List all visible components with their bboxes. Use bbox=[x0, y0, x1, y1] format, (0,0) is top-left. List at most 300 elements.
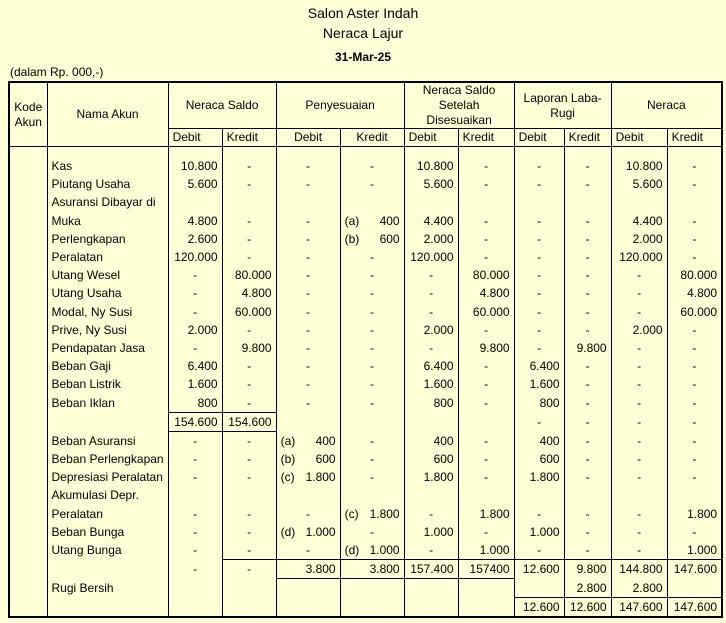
col-laba-rugi: Laporan Laba-Rugi bbox=[514, 82, 611, 129]
adjustment-ref: (b) bbox=[344, 231, 360, 246]
laba-rugi-kredit: - bbox=[564, 541, 611, 560]
nss-kredit: - bbox=[458, 175, 514, 193]
neraca-saldo-kredit bbox=[222, 579, 276, 598]
neraca-kredit: - bbox=[692, 231, 697, 246]
adjustment-ref: - bbox=[370, 286, 375, 301]
adjustment-ref: - bbox=[370, 524, 375, 539]
neraca-debit: - bbox=[611, 357, 667, 375]
adjustment-ref: (a) bbox=[280, 433, 296, 448]
penyesuaian-debit bbox=[276, 375, 340, 393]
penyesuaian-kredit bbox=[340, 193, 404, 211]
neraca-saldo-debit: - bbox=[168, 523, 222, 541]
debit-header: Debit bbox=[404, 129, 458, 147]
laba-rugi-debit: 800 bbox=[514, 393, 564, 412]
nss-debit: - bbox=[404, 339, 458, 357]
penyesuaian-debit bbox=[276, 505, 340, 523]
neraca-saldo-kredit bbox=[222, 598, 276, 618]
kode-akun-cell bbox=[9, 212, 47, 230]
laba-rugi-debit: - bbox=[514, 321, 564, 339]
penyesuaian-debit bbox=[276, 486, 340, 504]
penyesuaian-kredit bbox=[340, 266, 404, 284]
adjustment-ref: - bbox=[370, 304, 375, 319]
neraca-kredit: - bbox=[692, 250, 697, 265]
laba-rugi-kredit: - bbox=[564, 212, 611, 230]
kode-akun-cell bbox=[9, 412, 47, 431]
penyesuaian-kredit bbox=[340, 393, 404, 412]
laba-rugi-kredit: - bbox=[564, 357, 611, 375]
neraca-kredit: - bbox=[692, 377, 697, 392]
kode-akun-cell bbox=[9, 303, 47, 321]
laba-rugi-debit: 12.600 bbox=[514, 560, 564, 579]
adjustment-ref: - bbox=[306, 213, 311, 228]
debit-header: Debit bbox=[514, 129, 564, 147]
neraca-saldo-kredit bbox=[222, 486, 276, 504]
col-penyesuaian: Penyesuaian bbox=[276, 82, 404, 129]
kode-akun-cell bbox=[9, 579, 47, 598]
account-name: Modal, Ny Susi bbox=[47, 303, 168, 321]
neraca-kredit: 80.000 bbox=[680, 268, 718, 283]
account-name: Depresiasi Peralatan bbox=[47, 468, 168, 486]
account-name: Kas bbox=[47, 157, 168, 175]
penyesuaian-kredit bbox=[340, 157, 404, 175]
adjustment-amount: 600 bbox=[379, 231, 400, 246]
table-row bbox=[9, 486, 722, 504]
kode-akun-cell bbox=[9, 523, 47, 541]
nss-kredit: - bbox=[458, 357, 514, 375]
neraca-saldo-kredit: - bbox=[222, 175, 276, 193]
neraca-saldo-kredit: - bbox=[222, 505, 276, 523]
laba-rugi-kredit: - bbox=[564, 266, 611, 284]
laba-rugi-kredit: - bbox=[564, 157, 611, 175]
neraca-saldo-debit: 800 bbox=[168, 393, 222, 412]
neraca-saldo-debit: - bbox=[168, 560, 222, 579]
laba-rugi-debit: - bbox=[514, 412, 564, 431]
laba-rugi-kredit: 9.800 bbox=[564, 560, 611, 579]
laba-rugi-kredit: - bbox=[564, 284, 611, 302]
account-name: Piutang Usaha bbox=[47, 175, 168, 193]
nss-debit: 1.600 bbox=[404, 375, 458, 393]
adjustment-ref: - bbox=[370, 377, 375, 392]
adjustment-ref: - bbox=[306, 268, 311, 283]
nss-kredit: 80.000 bbox=[458, 266, 514, 284]
table-row bbox=[9, 393, 722, 412]
penyesuaian-kredit bbox=[340, 303, 404, 321]
kode-akun-cell bbox=[9, 431, 47, 450]
nss-debit: - bbox=[404, 284, 458, 302]
debit-header: Debit bbox=[168, 129, 222, 147]
neraca-saldo-kredit: 154.600 bbox=[222, 412, 276, 431]
neraca-saldo-debit: - bbox=[168, 339, 222, 357]
table-row bbox=[9, 375, 722, 393]
neraca-saldo-kredit: 80.000 bbox=[222, 266, 276, 284]
laba-rugi-kredit: 2.800 bbox=[564, 579, 611, 598]
account-name: Utang Bunga bbox=[47, 541, 168, 560]
penyesuaian-debit bbox=[276, 357, 340, 375]
neraca-saldo-kredit: - bbox=[222, 468, 276, 486]
neraca-debit bbox=[611, 193, 667, 211]
neraca-kredit: - bbox=[692, 452, 697, 467]
penyesuaian-kredit bbox=[340, 230, 404, 248]
nss-debit: 157.400 bbox=[404, 560, 458, 579]
account-name: Beban Listrik bbox=[47, 375, 168, 393]
neraca-saldo-debit: - bbox=[168, 450, 222, 468]
neraca-kredit: - bbox=[692, 340, 697, 355]
laba-rugi-kredit: - bbox=[564, 468, 611, 486]
penyesuaian-debit bbox=[276, 579, 340, 598]
neraca-saldo-kredit: - bbox=[222, 357, 276, 375]
table-row bbox=[9, 541, 722, 560]
penyesuaian-debit bbox=[276, 303, 340, 321]
neraca-debit bbox=[611, 486, 667, 504]
penyesuaian-kredit bbox=[340, 450, 404, 468]
neraca-debit: 147.600 bbox=[611, 598, 667, 618]
neraca-debit: - bbox=[611, 541, 667, 560]
penyesuaian-debit bbox=[276, 175, 340, 193]
neraca-saldo-kredit: - bbox=[222, 248, 276, 266]
adjustment-ref: - bbox=[370, 159, 375, 174]
nss-kredit: 1.000 bbox=[458, 541, 514, 560]
laba-rugi-debit: 6.400 bbox=[514, 357, 564, 375]
kode-akun-cell bbox=[9, 393, 47, 412]
neraca-debit: - bbox=[611, 266, 667, 284]
neraca-kredit: 1.000 bbox=[687, 543, 718, 558]
laba-rugi-kredit bbox=[564, 486, 611, 504]
penyesuaian-kredit bbox=[340, 321, 404, 339]
account-name: Perlengkapan bbox=[47, 230, 168, 248]
kode-akun-cell bbox=[9, 248, 47, 266]
neraca-debit: 10.800 bbox=[611, 157, 667, 175]
neraca-debit: - bbox=[611, 468, 667, 486]
adjustment-ref: - bbox=[306, 231, 311, 246]
nss-debit bbox=[404, 579, 458, 598]
laba-rugi-debit bbox=[514, 193, 564, 211]
laba-rugi-debit: 1.800 bbox=[514, 468, 564, 486]
penyesuaian-debit bbox=[276, 321, 340, 339]
kode-akun-cell bbox=[9, 486, 47, 504]
account-name bbox=[47, 412, 168, 431]
neraca-debit: - bbox=[611, 375, 667, 393]
neraca-kredit: 1.800 bbox=[687, 506, 718, 521]
neraca-saldo-debit: 154.600 bbox=[168, 412, 222, 431]
nss-debit: 1.800 bbox=[404, 468, 458, 486]
neraca-debit: - bbox=[611, 450, 667, 468]
kode-akun-cell bbox=[9, 560, 47, 579]
neraca-kredit: - bbox=[692, 177, 697, 192]
neraca-kredit: - bbox=[692, 524, 697, 539]
col-neraca-saldo-disesuaikan: Neraca Saldo Setelah Disesuaikan bbox=[404, 82, 514, 129]
nss-debit: 800 bbox=[404, 393, 458, 412]
penyesuaian-debit bbox=[276, 560, 340, 579]
nss-debit bbox=[404, 412, 458, 431]
nss-kredit: 4.800 bbox=[458, 284, 514, 302]
penyesuaian-kredit bbox=[340, 284, 404, 302]
account-name: Utang Usaha bbox=[47, 284, 168, 302]
neraca-saldo-debit: 2.600 bbox=[168, 230, 222, 248]
neraca-saldo-debit: 2.000 bbox=[168, 321, 222, 339]
penyesuaian-kredit bbox=[340, 431, 404, 450]
adjustment-ref: - bbox=[306, 322, 311, 337]
spacer-row bbox=[9, 147, 722, 158]
report-date: 31-Mar-25 bbox=[334, 50, 392, 64]
kode-akun-cell bbox=[9, 266, 47, 284]
adjustment-amount: 1.000 bbox=[369, 543, 400, 558]
neraca-debit: - bbox=[611, 523, 667, 541]
penyesuaian-kredit bbox=[340, 523, 404, 541]
laba-rugi-debit: - bbox=[514, 175, 564, 193]
kode-akun-cell bbox=[9, 193, 47, 211]
laba-rugi-debit: - bbox=[514, 541, 564, 560]
penyesuaian-kredit bbox=[340, 375, 404, 393]
col-nama-akun: Nama Akun bbox=[47, 82, 168, 147]
neraca-debit: 2.000 bbox=[611, 230, 667, 248]
account-name: Rugi Bersih bbox=[47, 579, 168, 598]
laba-rugi-kredit: - bbox=[564, 505, 611, 523]
adjustment-ref: - bbox=[306, 377, 311, 392]
neraca-saldo-debit: 4.800 bbox=[168, 212, 222, 230]
adjustment-ref: - bbox=[370, 250, 375, 265]
kode-akun-cell bbox=[9, 175, 47, 193]
neraca-kredit bbox=[667, 579, 722, 598]
neraca-saldo-debit: - bbox=[168, 541, 222, 560]
neraca-debit: 2.000 bbox=[611, 321, 667, 339]
laba-rugi-kredit: - bbox=[564, 230, 611, 248]
company-name: Salon Aster Indah bbox=[307, 5, 419, 21]
neraca-saldo-kredit: - bbox=[222, 431, 276, 450]
neraca-saldo-debit bbox=[168, 193, 222, 211]
penyesuaian-kredit bbox=[340, 175, 404, 193]
table-row bbox=[9, 321, 722, 339]
neraca-saldo-debit: 6.400 bbox=[168, 357, 222, 375]
table-row bbox=[9, 303, 722, 321]
adjustment-ref: - bbox=[306, 395, 311, 410]
laba-rugi-kredit: - bbox=[564, 431, 611, 450]
nss-kredit: - bbox=[458, 212, 514, 230]
penyesuaian-debit bbox=[276, 598, 340, 618]
neraca-saldo-debit bbox=[168, 579, 222, 598]
neraca-saldo-kredit: - bbox=[222, 321, 276, 339]
neraca-saldo-debit: - bbox=[168, 284, 222, 302]
account-name: Beban Iklan bbox=[47, 393, 168, 412]
nss-debit bbox=[404, 486, 458, 504]
neraca-kredit: 4.800 bbox=[687, 286, 718, 301]
adjustment-amount: 400 bbox=[315, 433, 336, 448]
penyesuaian-kredit bbox=[340, 248, 404, 266]
laba-rugi-kredit bbox=[564, 193, 611, 211]
laba-rugi-kredit: 9.800 bbox=[564, 339, 611, 357]
laba-rugi-debit: - bbox=[514, 505, 564, 523]
nss-debit: 400 bbox=[404, 431, 458, 450]
penyesuaian-debit bbox=[276, 284, 340, 302]
penyesuaian-debit bbox=[276, 431, 340, 450]
neraca-debit: - bbox=[611, 431, 667, 450]
adjustment-ref: (c) bbox=[280, 470, 295, 485]
kredit-header: Kredit bbox=[667, 129, 722, 147]
neraca-saldo-debit: - bbox=[168, 431, 222, 450]
nss-kredit: - bbox=[458, 431, 514, 450]
neraca-saldo-debit: 1.600 bbox=[168, 375, 222, 393]
neraca-saldo-kredit: - bbox=[222, 157, 276, 175]
nss-debit bbox=[404, 193, 458, 211]
penyesuaian-kredit bbox=[340, 579, 404, 598]
report-title: Neraca Lajur bbox=[322, 25, 404, 41]
nss-kredit: - bbox=[458, 468, 514, 486]
col-kode-akun: Kode Akun bbox=[9, 82, 47, 147]
adjustment-ref: - bbox=[306, 159, 311, 174]
laba-rugi-kredit: - bbox=[564, 375, 611, 393]
penyesuaian-kredit bbox=[340, 468, 404, 486]
neraca-kredit: 147.600 bbox=[667, 560, 722, 579]
penyesuaian-kredit bbox=[340, 505, 404, 523]
laba-rugi-debit: - bbox=[514, 339, 564, 357]
penyesuaian-kredit bbox=[340, 486, 404, 504]
laba-rugi-kredit: - bbox=[564, 175, 611, 193]
table-row bbox=[9, 450, 722, 468]
account-name: Utang Wesel bbox=[47, 266, 168, 284]
adjustment-ref: - bbox=[306, 304, 311, 319]
nss-debit: 5.600 bbox=[404, 175, 458, 193]
penyesuaian-kredit bbox=[340, 541, 404, 560]
laba-rugi-kredit: - bbox=[564, 321, 611, 339]
nss-kredit: 157400 bbox=[458, 560, 514, 579]
neraca-debit: - bbox=[611, 393, 667, 412]
adjustment-ref: - bbox=[370, 470, 375, 485]
nss-debit: 6.400 bbox=[404, 357, 458, 375]
adjustment-ref: - bbox=[370, 359, 375, 374]
adjustment-ref: - bbox=[370, 433, 375, 448]
table-row bbox=[9, 468, 722, 486]
laba-rugi-kredit: - bbox=[564, 393, 611, 412]
laba-rugi-kredit: - bbox=[564, 303, 611, 321]
nss-kredit: - bbox=[458, 321, 514, 339]
table-row bbox=[9, 357, 722, 375]
nss-debit: 600 bbox=[404, 450, 458, 468]
nss-debit: 2.000 bbox=[404, 230, 458, 248]
neraca-saldo-kredit bbox=[222, 193, 276, 211]
nss-debit: - bbox=[404, 541, 458, 560]
penyesuaian-debit bbox=[276, 193, 340, 211]
nss-kredit: - bbox=[458, 248, 514, 266]
neraca-saldo-kredit: - bbox=[222, 230, 276, 248]
laba-rugi-debit: - bbox=[514, 303, 564, 321]
neraca-debit: 144.800 bbox=[611, 560, 667, 579]
neraca-saldo-kredit: 9.800 bbox=[222, 339, 276, 357]
neraca-saldo-debit: - bbox=[168, 468, 222, 486]
account-name: Asuransi Dibayar di bbox=[47, 193, 168, 211]
laba-rugi-debit bbox=[514, 579, 564, 598]
penyesuaian-debit bbox=[276, 266, 340, 284]
adjustment-ref: - bbox=[370, 452, 375, 467]
adjustment-ref: - bbox=[370, 395, 375, 410]
neraca-kredit: - bbox=[692, 159, 697, 174]
laba-rugi-debit: - bbox=[514, 230, 564, 248]
adjustment-ref: - bbox=[306, 250, 311, 265]
penyesuaian-debit bbox=[276, 230, 340, 248]
neraca-saldo-kredit: - bbox=[222, 523, 276, 541]
neraca-debit: - bbox=[611, 505, 667, 523]
kode-akun-cell bbox=[9, 321, 47, 339]
neraca-saldo-kredit: 60.000 bbox=[222, 303, 276, 321]
adjustment-amount: 600 bbox=[315, 452, 336, 467]
table-row bbox=[9, 579, 722, 598]
laba-rugi-kredit: - bbox=[564, 450, 611, 468]
adjustment-ref: - bbox=[306, 359, 311, 374]
penyesuaian-kredit bbox=[340, 412, 404, 431]
adjustment-ref: - bbox=[306, 340, 311, 355]
neraca-saldo-debit: 10.800 bbox=[168, 157, 222, 175]
kode-akun-cell bbox=[9, 339, 47, 357]
kode-akun-cell bbox=[9, 505, 47, 523]
neraca-saldo-debit bbox=[168, 598, 222, 618]
kredit-header: Kredit bbox=[340, 129, 404, 147]
table-row bbox=[9, 339, 722, 357]
neraca-debit: - bbox=[611, 303, 667, 321]
adjustment-amount: 3.800 bbox=[305, 562, 336, 577]
penyesuaian-debit bbox=[276, 468, 340, 486]
table-row bbox=[9, 230, 722, 248]
neraca-kredit: - bbox=[692, 359, 697, 374]
kode-akun-cell bbox=[9, 541, 47, 560]
laba-rugi-debit: - bbox=[514, 212, 564, 230]
adjustment-amount: 1.800 bbox=[369, 506, 400, 521]
table-row bbox=[9, 193, 722, 211]
penyesuaian-debit bbox=[276, 339, 340, 357]
table-row bbox=[9, 266, 722, 284]
neraca-saldo-debit bbox=[168, 486, 222, 504]
nss-debit: 2.000 bbox=[404, 321, 458, 339]
account-name: Akumulasi Depr. bbox=[47, 486, 168, 504]
account-name bbox=[47, 598, 168, 618]
neraca-debit: 4.400 bbox=[611, 212, 667, 230]
penyesuaian-kredit bbox=[340, 212, 404, 230]
table-row bbox=[9, 560, 722, 579]
nss-kredit bbox=[458, 193, 514, 211]
kode-akun-cell bbox=[9, 284, 47, 302]
nss-kredit: 60.000 bbox=[458, 303, 514, 321]
debit-header: Debit bbox=[276, 129, 340, 147]
unit-note: (dalam Rp. 000,-) bbox=[10, 65, 104, 79]
neraca-saldo-kredit: - bbox=[222, 393, 276, 412]
nss-kredit bbox=[458, 579, 514, 598]
nss-kredit bbox=[458, 486, 514, 504]
neraca-saldo-kredit: - bbox=[222, 560, 276, 579]
nss-debit: 4.400 bbox=[404, 212, 458, 230]
laba-rugi-debit: - bbox=[514, 157, 564, 175]
neraca-saldo-kredit: - bbox=[222, 212, 276, 230]
penyesuaian-debit bbox=[276, 541, 340, 560]
nss-kredit bbox=[458, 598, 514, 618]
neraca-debit: - bbox=[611, 339, 667, 357]
neraca-debit: 5.600 bbox=[611, 175, 667, 193]
nss-debit: - bbox=[404, 505, 458, 523]
adjustment-ref: (b) bbox=[280, 452, 296, 467]
neraca-kredit: 60.000 bbox=[680, 304, 718, 319]
neraca-kredit: - bbox=[692, 433, 697, 448]
adjustment-ref: (d) bbox=[344, 543, 360, 558]
kredit-header: Kredit bbox=[458, 129, 514, 147]
kode-akun-cell bbox=[9, 157, 47, 175]
penyesuaian-kredit bbox=[340, 339, 404, 357]
account-name: Muka bbox=[47, 212, 168, 230]
table-row bbox=[9, 505, 722, 523]
neraca-kredit: - bbox=[692, 213, 697, 228]
table-row bbox=[9, 598, 722, 618]
nss-debit: 1.000 bbox=[404, 523, 458, 541]
kredit-header: Kredit bbox=[222, 129, 276, 147]
table-row bbox=[9, 157, 722, 175]
kode-akun-cell bbox=[9, 375, 47, 393]
adjustment-amount: 400 bbox=[379, 213, 400, 228]
nss-kredit: 1.800 bbox=[458, 505, 514, 523]
